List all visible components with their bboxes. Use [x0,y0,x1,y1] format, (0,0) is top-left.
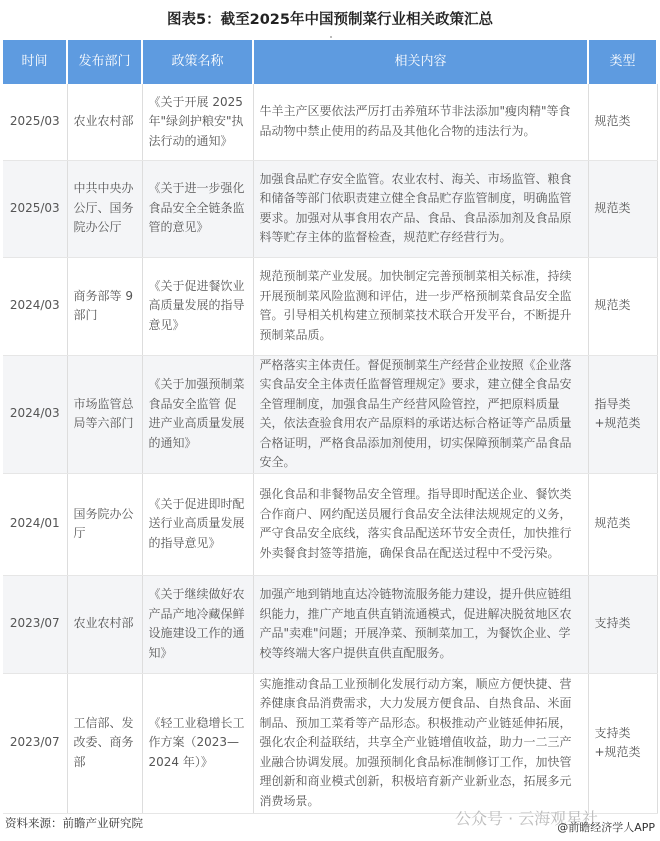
cell-dept: 国务院办公厅 [67,473,142,575]
cell-policy-name: 《关于继续做好农产品产地冷藏保鲜设施建设工作的通知》 [142,575,253,673]
cell-dept: 农业农村部 [67,84,142,160]
cell-type: 规范类 [588,160,657,257]
table-title: 图表5：截至2025年中国预制菜行业相关政策汇总 [167,12,493,28]
table-row [3,473,657,575]
header-type: 类型 [588,40,657,84]
cell-dept: 市场监管总局等六部门 [67,355,142,473]
cell-type: 规范类 [588,257,657,355]
table-row [3,84,657,160]
cell-date: 2024/01 [3,473,67,575]
table-header-row [3,40,657,84]
cell-type: 支持类+规范类 [588,673,657,813]
header-dept: 发布部门 [67,40,142,84]
policy-table [3,40,658,814]
cell-type: 指导类+规范类 [588,355,657,473]
table-row [3,673,657,813]
cell-content: 加强食品贮存安全监管。农业农村、海关、市场监管、粮食和储备等部门依职责建立健全食品贮存监管制度，明确监管要求。加强对从事食用农产品、食品、食品添加剂及食品原料等贮存主体的监督检查，规范贮存经营行为。 [253,160,588,257]
cell-content: 牛羊主产区要依法严厉打击养殖环节非法添加"瘦肉精"等食品动物中禁止使用的药品及其他化合物的违法行为。 [253,84,588,160]
cell-policy-name: 《关于促进即时配送行业高质量发展的指导意见》 [142,473,253,575]
table-row [3,160,657,257]
cell-content: 实施推动食品工业预制化发展行动方案，顺应方便快捷、营养健康食品消费需求，大力发展方便食品、自热食品、米面制品、预加工菜肴等产品形态。积极推动产业链延伸拓展，强化农企利益联结，共享全产业链增值收益，助力一二三产业融合协调发展。加强预制化食品标准制修订工作，加快管理创新和商业模式创新，积极培育新产业新业态，拓展多元消费场景。 [253,673,588,813]
header-content: 相关内容 [253,40,588,84]
divider-dot [330,36,332,38]
credit: @前瞻经济学人APP [557,821,655,834]
cell-type: 规范类 [588,84,657,160]
cell-content: 规范预制菜产业发展。加快制定完善预制菜相关标准，持续开展预制菜风险监测和评估，进一步严格预制菜食品安全监管。引导相关机构建立预制菜技术联合开发平台，不断提升预制菜品质。 [253,257,588,355]
header-date: 时间 [3,40,67,84]
cell-content: 强化食品和非餐物品安全管理。指导即时配送企业、餐饮类合作商户、网约配送员履行食品安全法律法规规定的义务，严守食品安全底线，落实食品配送环节安全责任，加快推行外卖餐食封签等措施，确保食品在配送过程中不受污染。 [253,473,588,575]
cell-dept: 商务部等 9 部门 [67,257,142,355]
cell-date: 2025/03 [3,160,67,257]
cell-date: 2024/03 [3,257,67,355]
cell-content: 严格落实主体责任。督促预制菜生产经营企业按照《企业落实食品安全主体责任监督管理规定》要求，建立健全食品安全管理制度，加强食品生产经营风险管控，严把原料质量关，依法查验食用农产品原料的承诺达标合格证等产品质量合格证明，严格食品添加剂使用，切实保障预制菜产品食品安全。 [253,355,588,473]
table-row [3,355,657,473]
cell-dept: 中共中央办公厅、国务院办公厅 [67,160,142,257]
cell-type: 规范类 [588,473,657,575]
cell-dept: 工信部、发改委、商务部 [67,673,142,813]
cell-date: 2025/03 [3,84,67,160]
cell-date: 2023/07 [3,575,67,673]
table-row [3,575,657,673]
cell-type: 支持类 [588,575,657,673]
cell-policy-name: 《关于进一步强化食品安全全链条监管的意见》 [142,160,253,257]
cell-date: 2024/03 [3,355,67,473]
watermark: 公众号 · 云海观星社 [455,809,599,828]
cell-policy-name: 《关于加强预制菜食品安全监管 促进产业高质量发展的通知》 [142,355,253,473]
cell-dept: 农业农村部 [67,575,142,673]
table-row [3,257,657,355]
cell-content: 加强产地到销地直达冷链物流服务能力建设，提升供应链组织能力，推广产地直供直销流通模式，促进解决脱贫地区农产品"卖难"问题；开展净菜、预制菜加工，为餐饮企业、学校等终端大客户提供直供直配服务。 [253,575,588,673]
cell-policy-name: 《轻工业稳增长工作方案（2023—2024 年）》 [142,673,253,813]
cell-policy-name: 《关于开展 2025 年"绿剑护粮安"执法行动的通知》 [142,84,253,160]
cell-policy-name: 《关于促进餐饮业高质量发展的指导意见》 [142,257,253,355]
source-note: 资料来源：前瞻产业研究院 [5,816,143,830]
cell-date: 2023/07 [3,673,67,813]
header-name: 政策名称 [142,40,253,84]
